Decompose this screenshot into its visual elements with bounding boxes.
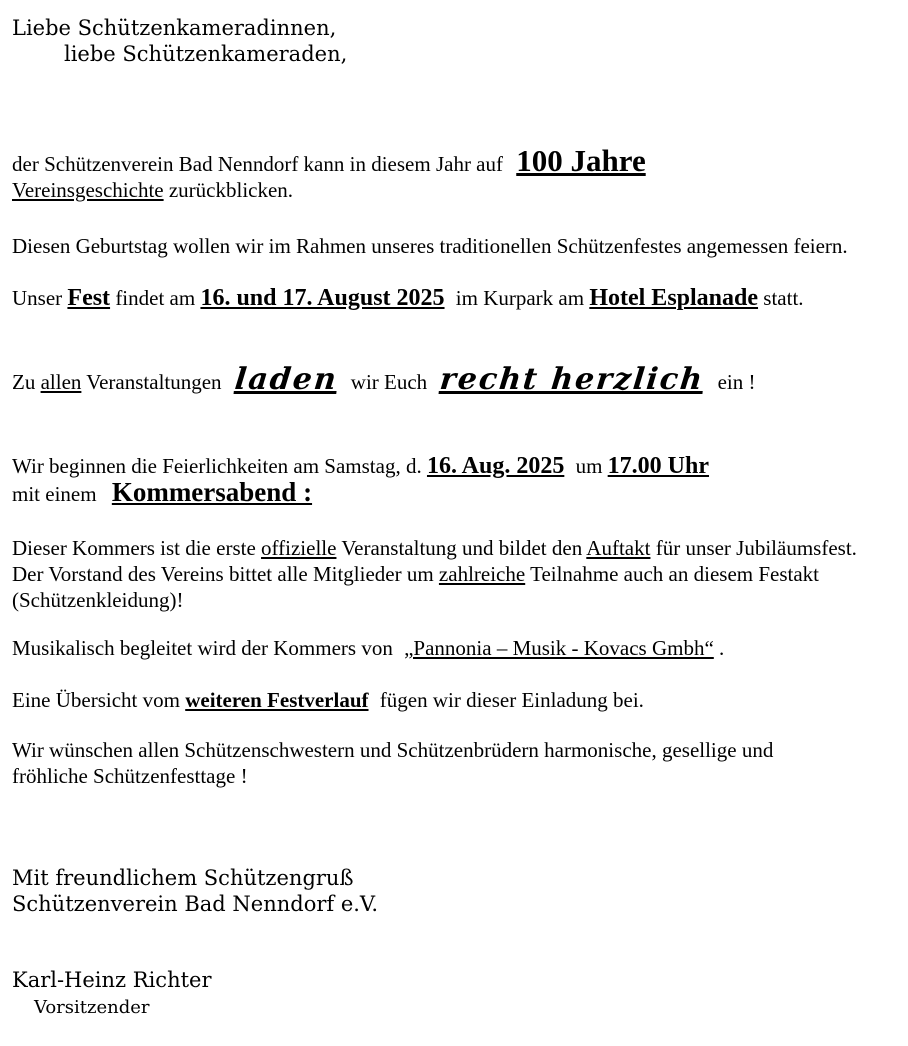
kommers-text-3: (Schützenkleidung)! <box>12 588 184 612</box>
fest-text-post: statt. <box>763 286 804 310</box>
start-paragraph <box>12 453 900 507</box>
wishes-line2: fröhliche Schützenfesttage ! <box>12 764 248 788</box>
kommers-text-2b: Teilnahme auch an diesem Festakt <box>530 562 820 586</box>
music-text-pre: Musikalisch begleitet wird der Kommers von <box>12 636 393 660</box>
signature-name: Karl-Heinz Richter <box>12 968 212 992</box>
music-paragraph <box>12 635 900 661</box>
intro-underlined-word: Vereinsgeschichte <box>12 178 164 202</box>
intro-text: der Schützenverein Bad Nenndorf kann in diesem Jahr auf <box>12 152 503 176</box>
closing-line2: Schützenverein Bad Nenndorf e.V. <box>12 892 379 916</box>
fest-date: 16. und 17. August 2025 <box>200 285 445 311</box>
anniversary-highlight: 100 Jahre <box>516 143 646 178</box>
kommers-paragraph <box>12 535 900 613</box>
closing-line1: Mit freundlichem Schützengruß <box>12 866 354 890</box>
music-text-post: . <box>719 636 725 660</box>
greeting-line1: Liebe Schützenkameradinnen, <box>12 16 337 40</box>
start-date: 16. Aug. 2025 <box>426 453 565 479</box>
invite-underlined-word: allen <box>40 370 82 394</box>
kommers-text-2a: Der Vorstand des Vereins bittet alle Mitglieder um <box>12 562 434 586</box>
wishes-line1: Wir wünschen allen Schützenschwestern und Schützenbrüdern harmonische, gesellige und <box>12 738 774 762</box>
overview-text-pre: Eine Übersicht vom <box>12 688 180 712</box>
start-text-mid: um <box>575 454 603 478</box>
invitation-paragraph <box>12 362 900 397</box>
kommers-text-1a: Dieser Kommers ist die erste <box>12 536 256 560</box>
invite-text-mid1: Veranstaltungen <box>86 370 222 394</box>
greeting <box>12 15 900 67</box>
signature-block <box>12 967 900 1021</box>
start-time: 17.00 Uhr <box>607 453 710 479</box>
overview-highlight: weiteren Festverlauf <box>185 688 369 712</box>
fest-text-mid2: im Kurpark am <box>455 286 585 310</box>
closing-paragraph <box>12 865 900 917</box>
fest-paragraph <box>12 285 900 311</box>
intro-paragraph <box>12 145 900 203</box>
start-text-pre: Wir beginnen die Feierlichkeiten am Samstag, d. <box>12 454 422 478</box>
overview-text-post: fügen wir dieser Einladung bei. <box>379 688 644 712</box>
overview-paragraph <box>12 687 900 713</box>
kommers-text-1c: für unser Jubiläumsfest. <box>655 536 857 560</box>
kommers-underlined-2: Auftakt <box>586 536 651 560</box>
start-event-name: Kommersabend : <box>111 477 313 507</box>
kommers-text-1b: Veranstaltung und bildet den <box>341 536 583 560</box>
music-band-name: „Pannonia – Musik - Kovacs Gmbh“ <box>404 636 714 660</box>
signature-title: Vorsitzender <box>34 997 150 1018</box>
start-text-line2: mit einem <box>12 482 97 506</box>
invite-text-pre: Zu <box>12 370 36 394</box>
invite-script-laden: laden <box>233 362 340 397</box>
fest-text-mid1: findet am <box>115 286 196 310</box>
birthday-text: Diesen Geburtstag wollen wir im Rahmen unseres traditionellen Schützenfestes angemessen feiern. <box>12 234 848 258</box>
fest-text-pre: Unser <box>12 286 63 310</box>
birthday-paragraph <box>12 233 900 259</box>
intro-text-end: zurückblicken. <box>168 178 294 202</box>
invite-text-post: ein ! <box>717 370 756 394</box>
fest-highlight: Fest <box>67 285 111 311</box>
wishes-paragraph <box>12 737 900 789</box>
greeting-line2: liebe Schützenkameraden, <box>64 42 348 66</box>
invite-script-herzlich: recht herzlich <box>438 362 707 397</box>
fest-location: Hotel Esplanade <box>589 285 759 311</box>
invite-text-mid2: wir Euch <box>350 370 428 394</box>
kommers-underlined-1: offizielle <box>261 536 337 560</box>
kommers-underlined-3: zahlreiche <box>438 562 526 586</box>
